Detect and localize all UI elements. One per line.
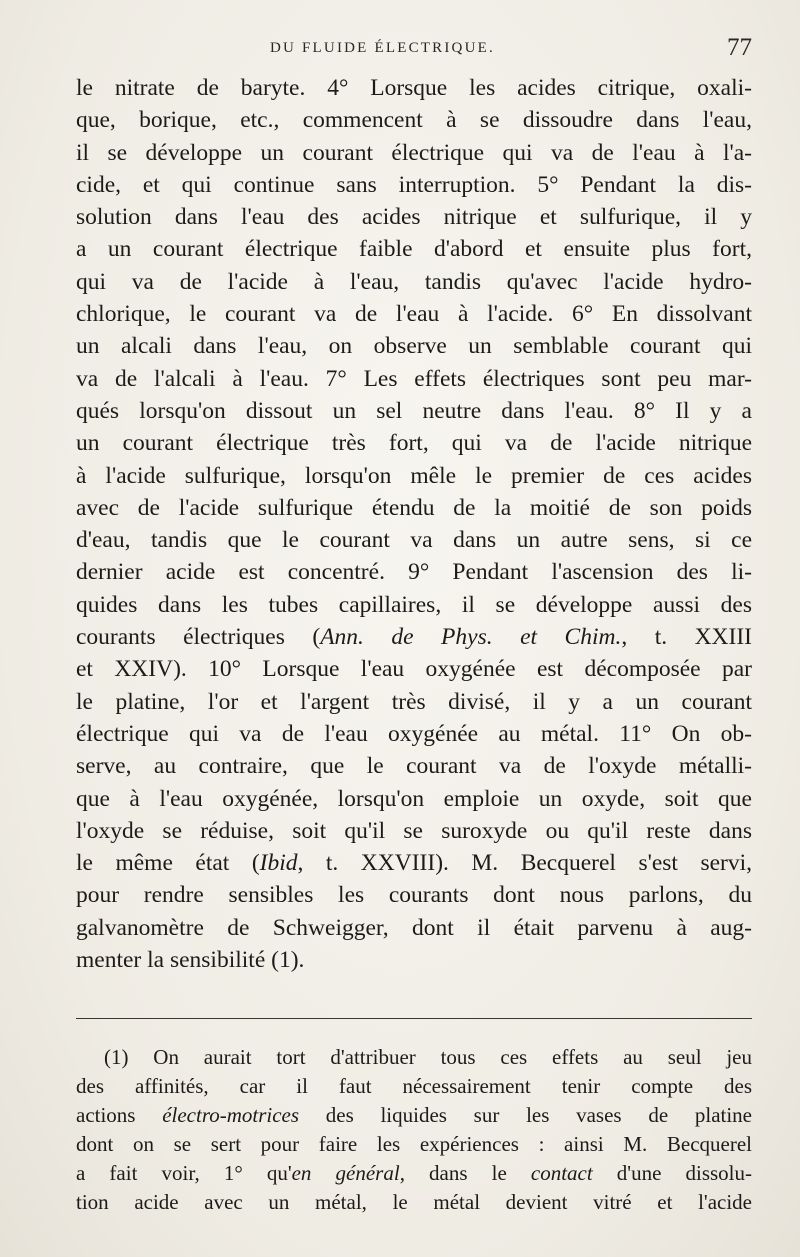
italic-citation: Ibid [259, 850, 298, 877]
body-line: qués lorsqu'on dissout un sel neutre dans l'eau. 8° Il y a [76, 397, 752, 424]
text-run: , t. XXIII [621, 624, 753, 651]
body-line: un alcali dans l'eau, on observe un semblable courant qui [76, 333, 752, 360]
body-line: quides dans les tubes capillaires, il se développe aussi des [76, 591, 752, 618]
body-line-citation [76, 621, 752, 653]
body-line: électrique qui va de l'eau oxygénée au métal. 11° On ob- [76, 720, 752, 747]
text-run: d'une dissolu- [592, 1161, 752, 1185]
text-run: , t. XXVIII). M. Becquerel s'est servi, [297, 850, 752, 877]
text-run: , dans le [399, 1161, 531, 1185]
body-line: serve, au contraire, que le courant va de l'oxyde métalli- [76, 753, 752, 780]
body-line: va de l'alcali à l'eau. 7° Les effets électriques sont peu mar- [76, 365, 752, 392]
footnote-line: (1) On aurait tort d'attribuer tous ces effets au seul jeu [104, 1045, 752, 1069]
text-run: a fait voir, 1° qu' [76, 1161, 292, 1185]
footnote-line: tion acide avec un métal, le métal devient vitré et l'acide [76, 1190, 752, 1214]
body-line: un courant électrique très fort, qui va de l'acide nitrique [76, 430, 752, 457]
body-line: a un courant électrique faible d'abord et ensuite plus fort, [76, 236, 752, 263]
page-number: 77 [727, 34, 752, 61]
body-line: chlorique, le courant va de l'eau à l'acide. 6° En dissolvant [76, 301, 752, 328]
body-line-last: menter la sensibilité (1). [76, 947, 305, 974]
body-line: d'eau, tandis que le courant va dans un autre sens, si ce [76, 527, 752, 554]
italic-term: contact [530, 1161, 593, 1185]
body-line: qui va de l'acide à l'eau, tandis qu'avec l'acide hydro- [76, 268, 752, 295]
body-line: cide, et qui continue sans interruption. 5° Pendant la dis- [76, 171, 752, 198]
body-line: le platine, l'or et l'argent très divisé, il y a un courant [76, 688, 752, 715]
footnote-line [76, 1101, 752, 1130]
body-line: le nitrate de baryte. 4° Lorsque les acides citrique, oxali- [76, 75, 752, 101]
footnote-rule [76, 1018, 752, 1019]
body-text [76, 72, 752, 976]
footnote-line: dont on se sert pour faire les expériences : ainsi M. Becquerel [76, 1132, 752, 1156]
italic-term: en général [291, 1161, 400, 1185]
body-line: il se développe un courant électrique qui va de l'eau à l'a- [76, 139, 752, 166]
text-run: le même état ( [76, 850, 260, 877]
italic-citation: Ann. de Phys. et Chim. [320, 624, 622, 651]
body-line: que, borique, etc., commencent à se dissoudre dans l'eau, [76, 107, 752, 134]
text-run: des liquides sur les vases de platine [299, 1103, 752, 1127]
footnote-line [76, 1159, 752, 1188]
italic-term: électro-motrices [162, 1103, 300, 1127]
body-line: avec de l'acide sulfurique étendu de la moitié de son poids [76, 494, 752, 521]
body-line: à l'acide sulfurique, lorsqu'on mêle le premier de ces acides [76, 462, 752, 489]
footnote-line: des affinités, car il faut nécessairement tenir compte des [76, 1074, 752, 1098]
running-head [0, 36, 800, 70]
body-line: pour rendre sensibles les courants dont nous parlons, du [76, 882, 752, 909]
footnote [76, 1043, 752, 1217]
body-line-citation [76, 847, 752, 879]
body-line: et XXIV). 10° Lorsque l'eau oxygénée est décomposée par [76, 656, 752, 683]
body-line: dernier acide est concentré. 9° Pendant l'ascension des li- [76, 559, 752, 586]
body-line: l'oxyde se réduise, soit qu'il se suroxyde ou qu'il reste dans [76, 817, 752, 844]
running-title: DU FLUIDE ÉLECTRIQUE. [270, 40, 495, 56]
text-run: actions [76, 1103, 163, 1127]
body-line: galvanomètre de Schweigger, dont il était parvenu à aug- [76, 914, 752, 941]
text-run: courants électriques ( [76, 624, 321, 651]
body-line: solution dans l'eau des acides nitrique et sulfurique, il y [76, 204, 752, 231]
body-line: que à l'eau oxygénée, lorsqu'on emploie un oxyde, soit que [76, 785, 752, 812]
